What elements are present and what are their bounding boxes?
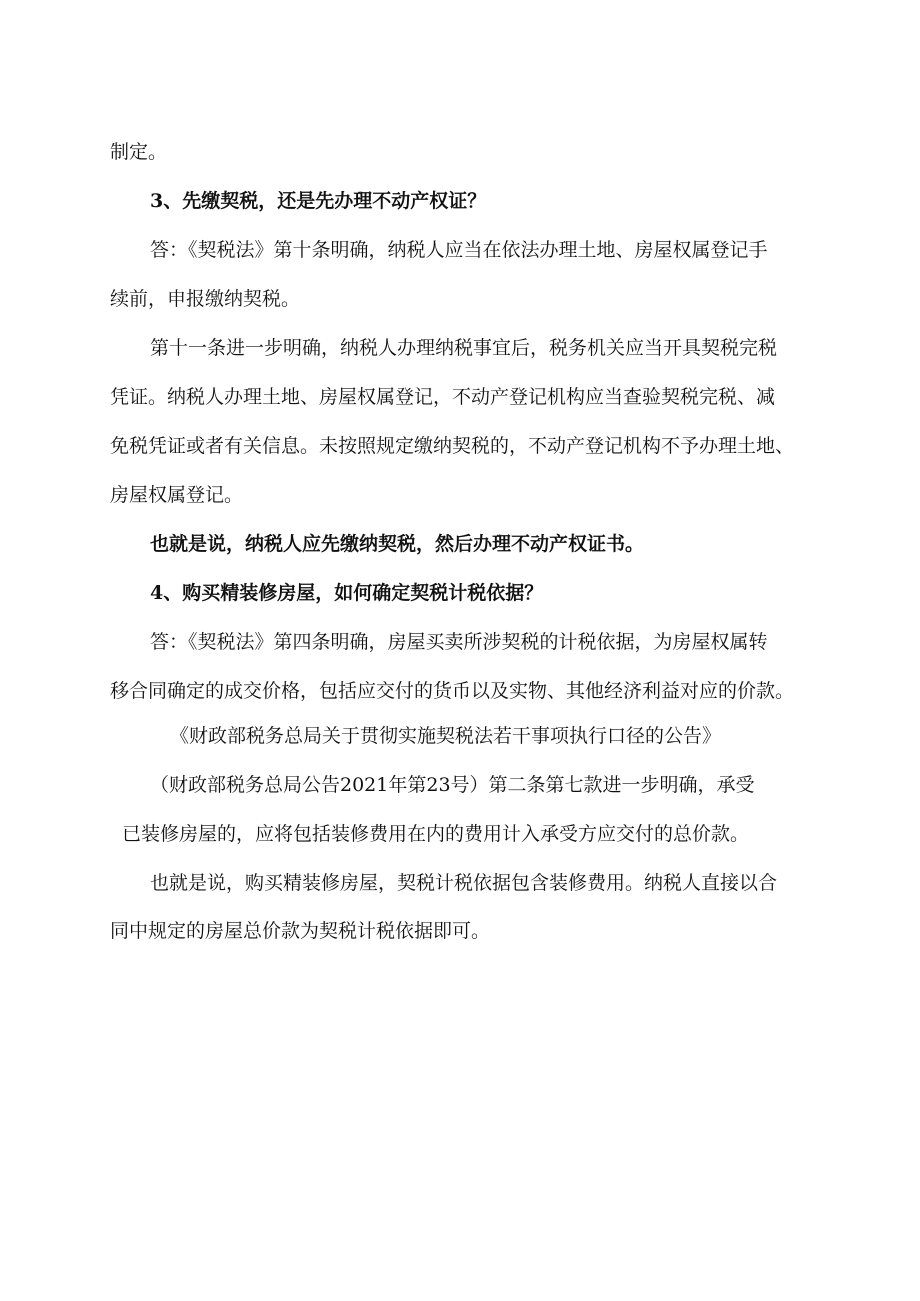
text-line: 答：《契税法》第四条明确，房屋买卖所涉契税的计税依据，为房屋权属转	[150, 631, 768, 653]
text-line: 续前，申报缴纳契税。	[110, 288, 301, 310]
text-line: 凭证。纳税人办理土地、房屋权属登记，不动产登记机构应当查验契税完税、减	[110, 386, 776, 408]
text-line: 房屋权属登记。	[110, 484, 244, 506]
summary-line-bold: 也就是说，纳税人应先缴纳契税，然后办理不动产权证书。	[150, 533, 645, 555]
text-line: 也就是说，购买精装修房屋，契税计税依据包含装修费用。纳税人直接以合	[150, 872, 778, 894]
text-line: 免税凭证或者有关信息。未按照规定缴纳契税的，不动产登记机构不予办理土地、	[110, 435, 795, 457]
text-line: 同中规定的房屋总价款为契税计税依据即可。	[110, 920, 491, 942]
question-heading-4: 4、购买精装修房屋，如何确定契税计税依据？	[150, 582, 544, 604]
text-line: 制定。	[110, 141, 168, 163]
question-heading-3: 3、先缴契税，还是先办理不动产权证？	[150, 190, 487, 212]
text-line: 《财政部税务总局关于贯彻实施契税法若干事项执行口径的公告》	[170, 725, 722, 747]
text-line: （财政部税务总局公告2021年第23号）第二条第七款进一步明确，承受	[150, 774, 755, 796]
text-line: 已装修房屋的，应将包括装修费用在内的费用计入承受方应交付的总价款。	[122, 823, 750, 845]
text-line: 第十一条进一步明确，纳税人办理纳税事宜后，税务机关应当开具契税完税	[150, 337, 778, 359]
text-line: 答：《契税法》第十条明确，纳税人应当在依法办理土地、房屋权属登记手	[150, 239, 768, 261]
text-line: 移合同确定的成交价格，包括应交付的货币以及实物、其他经济利益对应的价款。	[110, 680, 795, 702]
